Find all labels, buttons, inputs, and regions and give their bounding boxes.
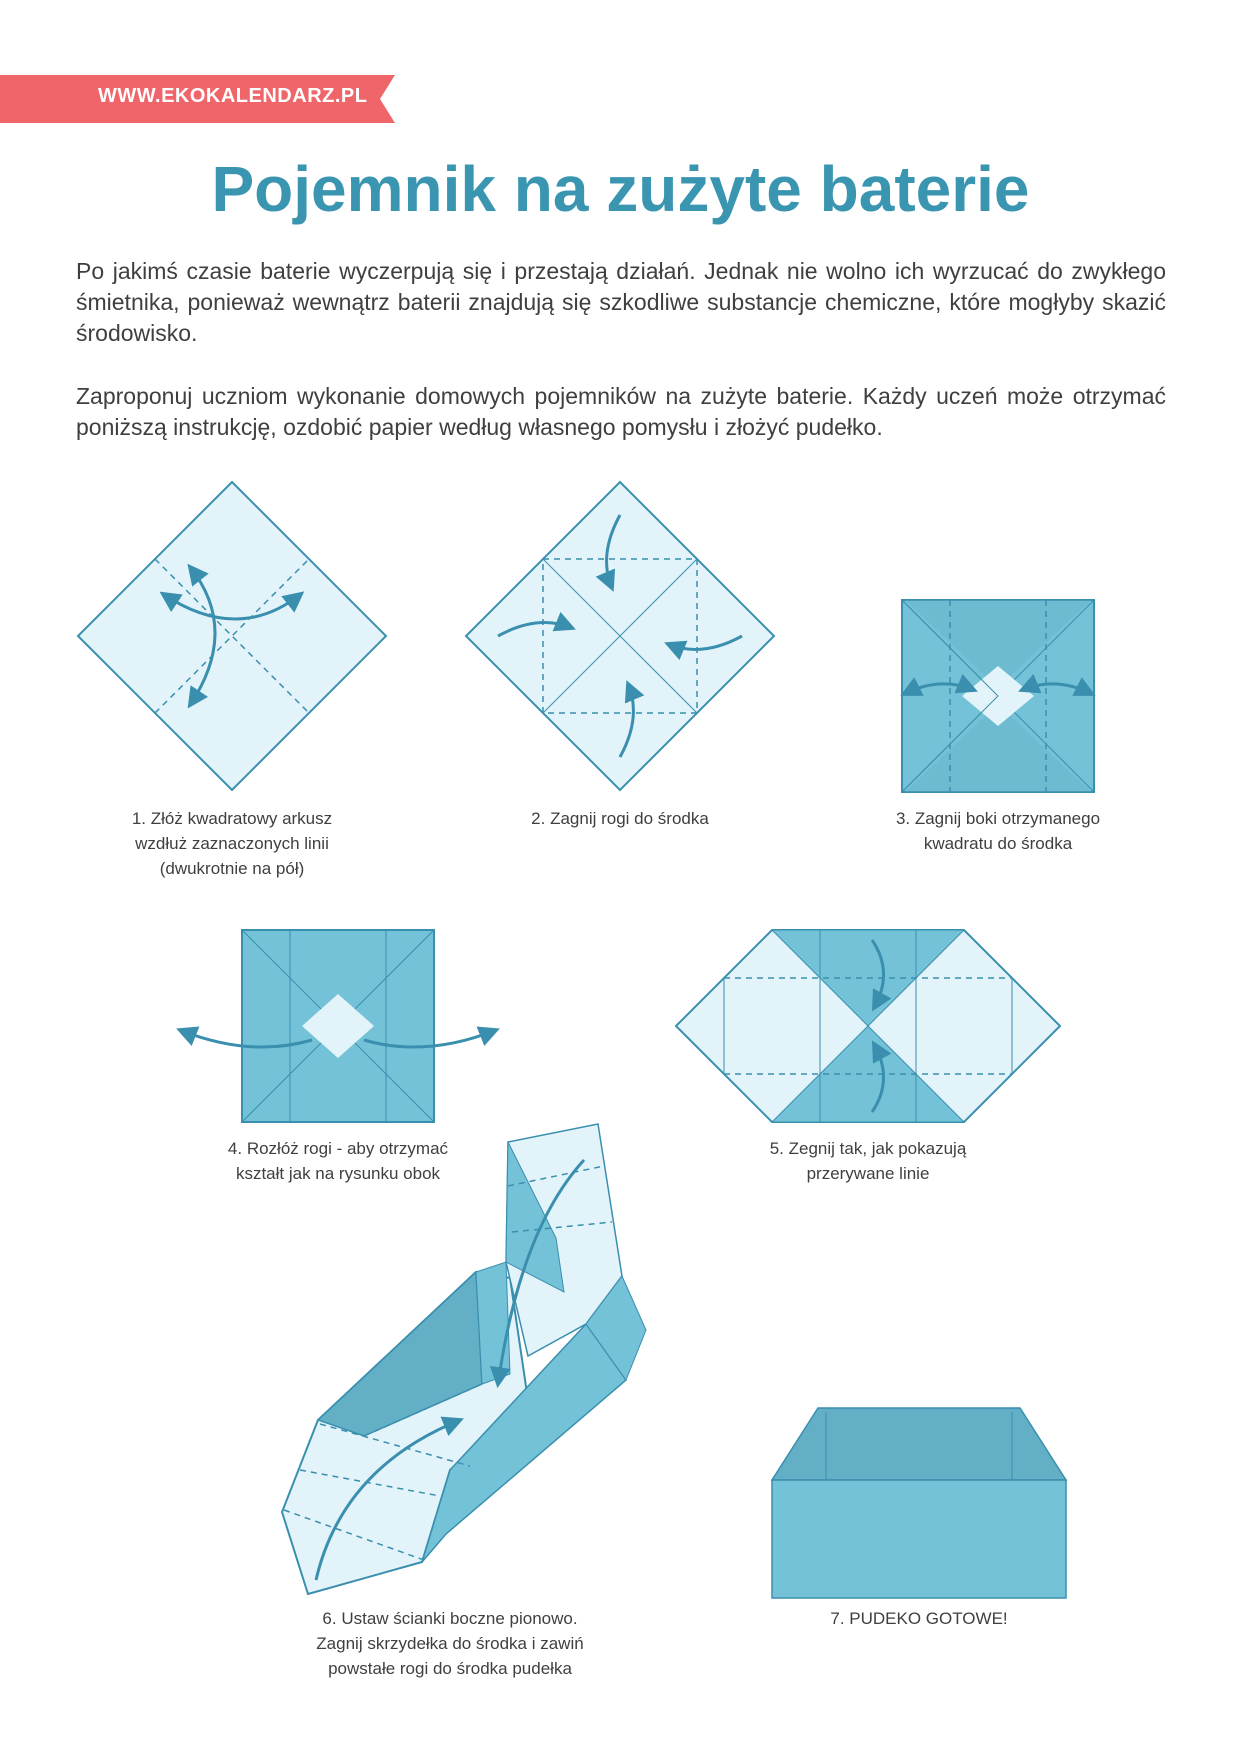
step3-caption: 3. Zagnij boki otrzymanego kwadratu do środka	[895, 809, 1101, 853]
page-title: Pojemnik na zużyte baterie	[211, 153, 1030, 225]
step5-caption: 5. Zegnij tak, jak pokazują przerywane linie	[769, 1139, 967, 1183]
intro-paragraph: Po jakimś czasie baterie wyczerpują się i przestają działań. Jednak nie wolno ich wyrzucać do zwykłego śmietnika, ponieważ wewnątrz baterii znajdują się szkodliwe substancje chemiczne, które mogłyby skazić środowisko.	[76, 258, 1166, 346]
step1-caption: 1. Złóż kwadratowy arkusz wzdłuż zaznaczonych linii (dwukrotnie na pół)	[131, 809, 333, 878]
step2-diagram	[466, 482, 774, 790]
step2-caption: 2. Zagnij rogi do środka	[531, 809, 709, 828]
step7-caption: 7. PUDEKO GOTOWE!	[830, 1609, 1008, 1628]
website-url[interactable]: WWW.EKOKALENDARZ.PL	[98, 85, 368, 107]
step5-diagram	[676, 930, 1060, 1122]
step3-diagram	[902, 600, 1094, 792]
instruction-paragraph: Zaproponuj uczniom wykonanie domowych pojemników na zużyte baterie. Każdy uczeń może otrzymać poniższą instrukcję, ozdobić papier według własnego pomysłu i złożyć pudełko.	[76, 383, 1166, 440]
step1-diagram	[78, 482, 386, 790]
step4-diagram	[180, 930, 496, 1122]
step7-diagram	[772, 1408, 1066, 1598]
step6-caption: 6. Ustaw ścianki boczne pionowo. Zagnij skrzydełka do środka i zawiń powstałe rogi do środka pudełka	[316, 1609, 584, 1678]
step6-diagram	[282, 1124, 646, 1594]
step4-caption: 4. Rozłóż rogi - aby otrzymać kształt jak na rysunku obok	[227, 1139, 449, 1183]
